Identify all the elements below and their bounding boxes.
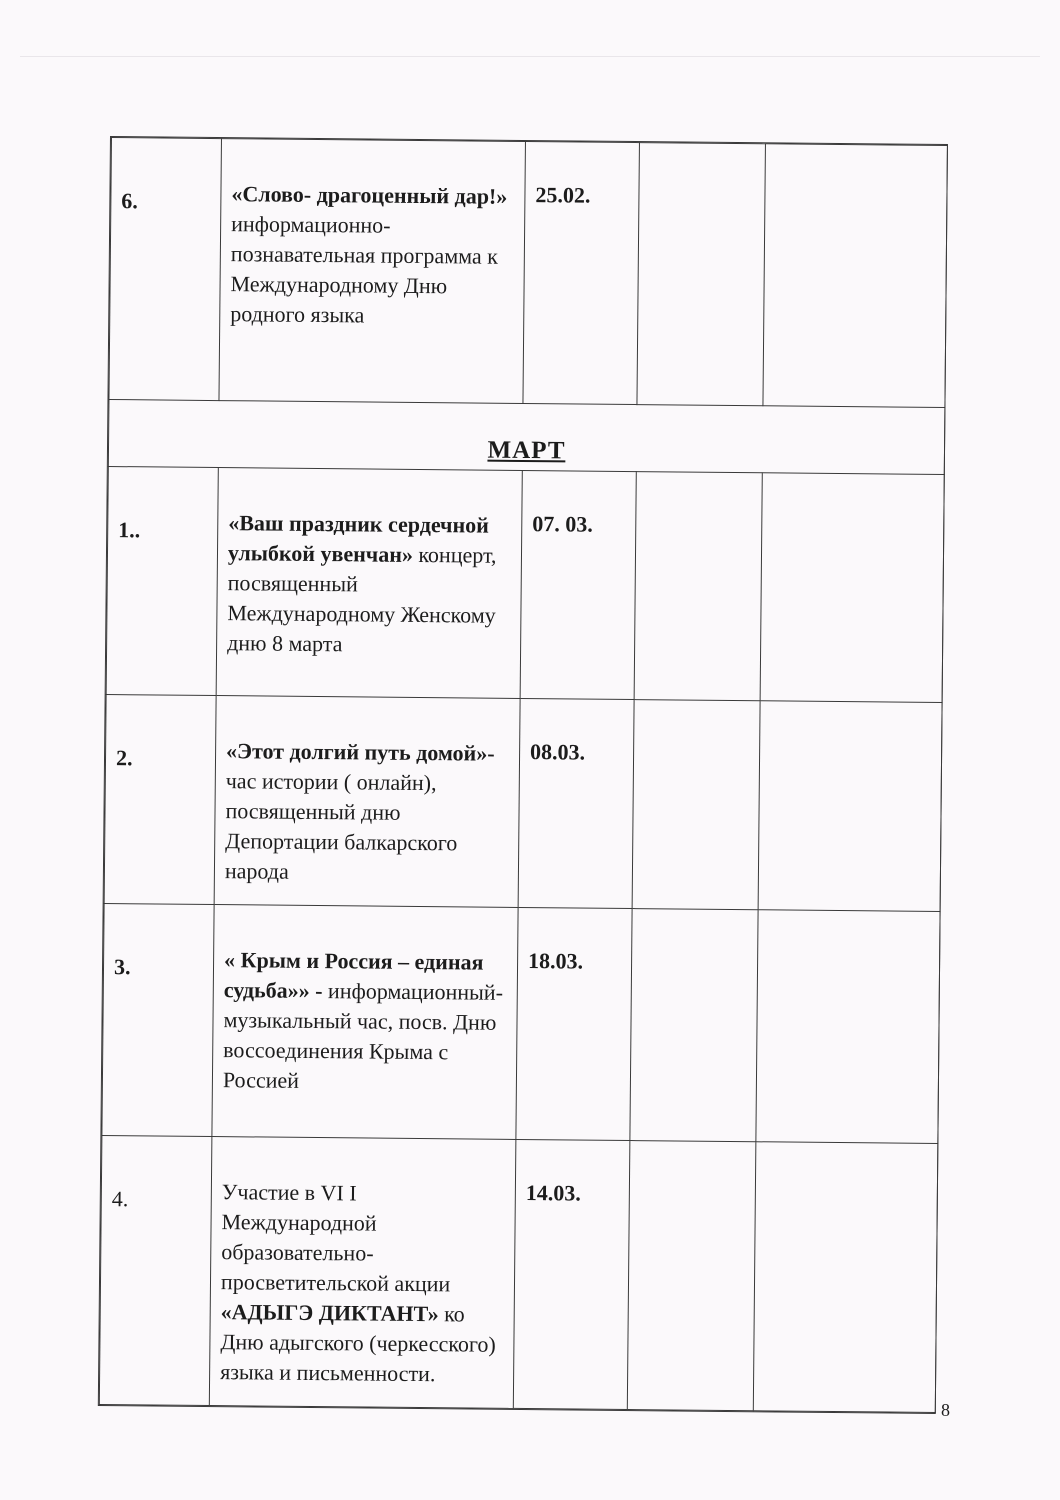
event-details: ко Дню адыгского (черкесского) языка и письменности. <box>220 1301 496 1387</box>
event-details: информационно-познавательная программа к Международному Дню родного языка <box>230 211 499 328</box>
empty-cell <box>763 144 948 408</box>
scan-edge-line <box>20 56 1040 57</box>
event-description <box>212 905 518 1140</box>
table-row <box>99 1135 938 1412</box>
empty-cell <box>630 909 758 1142</box>
event-date: 25.02. <box>523 141 640 404</box>
event-details: час истории ( онлайн), посвященный дню Депортации балкарского народа <box>224 768 458 884</box>
event-intro: Участие в VI I Международной образовательно-просветительской акции <box>220 1179 451 1297</box>
event-description <box>209 1137 516 1409</box>
events-table <box>98 136 948 1414</box>
event-date: 08.03. <box>518 698 634 908</box>
event-date: 14.03. <box>513 1139 630 1409</box>
empty-cell <box>637 143 766 406</box>
table-row <box>104 694 942 911</box>
row-number: 3. <box>102 903 214 1136</box>
month-row <box>108 400 945 475</box>
event-date: 07. 03. <box>520 470 636 699</box>
page-number: 8 <box>941 1400 950 1420</box>
row-number: 1.. <box>106 466 218 695</box>
empty-cell <box>760 473 944 703</box>
event-date: 18.03. <box>516 907 632 1140</box>
empty-cell <box>634 472 762 701</box>
event-description <box>214 696 520 908</box>
event-details: концерт, посвященный Международному Женскому дню 8 марта <box>227 541 497 657</box>
event-title: «Слово- драгоценный дар!» <box>231 181 508 209</box>
row-number: 6. <box>109 138 222 401</box>
event-title: « Крым и Россия – единая судьба»» - <box>223 947 484 1004</box>
month-heading: МАРТ <box>487 436 566 465</box>
table-row <box>106 466 944 702</box>
empty-cell <box>758 701 942 912</box>
empty-cell <box>756 910 940 1144</box>
event-description <box>219 139 526 404</box>
empty-cell <box>632 700 760 910</box>
table-row <box>109 138 947 408</box>
event-title: «АДЫГЭ ДИКТАНТ» <box>220 1299 439 1327</box>
empty-cell <box>753 1142 938 1413</box>
event-title: «Ваш праздник сердечной улыбкой увенчан» <box>227 510 490 567</box>
row-number: 2. <box>104 694 216 904</box>
empty-cell <box>627 1141 756 1411</box>
table-row <box>102 903 940 1143</box>
row-number: 4. <box>99 1135 212 1405</box>
event-description <box>216 468 522 699</box>
event-details: информационный-музыкальный час, посв. Дню воссоединения Крыма с Россией <box>222 978 504 1093</box>
event-title: «Этот долгий путь домой»- <box>225 738 495 766</box>
